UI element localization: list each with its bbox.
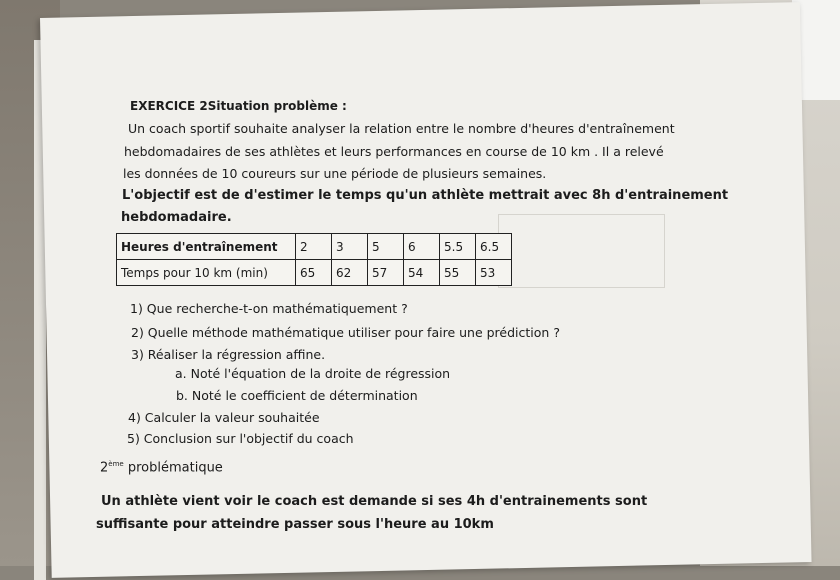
faint-table-outline [498, 214, 665, 288]
table-cell: 53 [476, 260, 512, 286]
intro-line-3: les données de 10 coureurs sur une période de plusieurs semaines. [123, 166, 547, 181]
table-cell: 6.5 [476, 234, 512, 260]
exercise-title: EXERCICE 2Situation problème : [130, 99, 347, 113]
table-cell: 5 [368, 234, 404, 260]
intro-line-1: Un coach sportif souhaite analyser la relation entre le nombre d'heures d'entraînement [128, 121, 675, 136]
question-3: 3) Réaliser la régression affine. [131, 347, 326, 362]
goal-line-2: hebdomadaire. [121, 210, 232, 225]
table-cell: 55 [440, 260, 476, 286]
question-1: 1) Que recherche-t-on mathématiquement ? [130, 301, 408, 316]
table-cell: 2 [296, 234, 332, 260]
table-row [117, 234, 512, 260]
second-problem-heading [100, 460, 223, 475]
table-cell: Heures d'entraînement [117, 234, 296, 260]
second-problem-number: 2 [100, 460, 109, 476]
table-cell: 57 [368, 260, 404, 286]
second-problem-superscript: ème [108, 460, 124, 468]
question-3b: b. Noté le coefficient de détermination [176, 388, 418, 403]
question-2: 2) Quelle méthode mathématique utiliser pour faire une prédiction ? [131, 325, 560, 340]
table-row [117, 260, 512, 286]
final-question-line-1: Un athlète vient voir le coach est demande si ses 4h d'entrainements sont [101, 494, 648, 509]
question-3a: a. Noté l'équation de la droite de régression [175, 366, 451, 381]
goal-line-1: L'objectif est de d'estimer le temps qu'un athlète mettrait avec 8h d'entrainement [122, 188, 729, 203]
table-cell: 6 [404, 234, 440, 260]
intro-line-2: hebdomadaires de ses athlètes et leurs performances en course de 10 km . Il a relevé [124, 144, 664, 159]
table-cell: 5.5 [440, 234, 476, 260]
table-cell: 3 [332, 234, 368, 260]
question-5: 5) Conclusion sur l'objectif du coach [127, 431, 354, 446]
second-problem-label: problématique [123, 460, 223, 476]
table-cell: 65 [296, 260, 332, 286]
table-cell: 62 [332, 260, 368, 286]
question-4: 4) Calculer la valeur souhaitée [128, 410, 320, 425]
data-table [116, 233, 512, 286]
final-question-line-2: suffisante pour atteindre passer sous l'heure au 10km [96, 517, 494, 532]
table-cell: 54 [404, 260, 440, 286]
table-cell: Temps pour 10 km (min) [117, 260, 296, 286]
